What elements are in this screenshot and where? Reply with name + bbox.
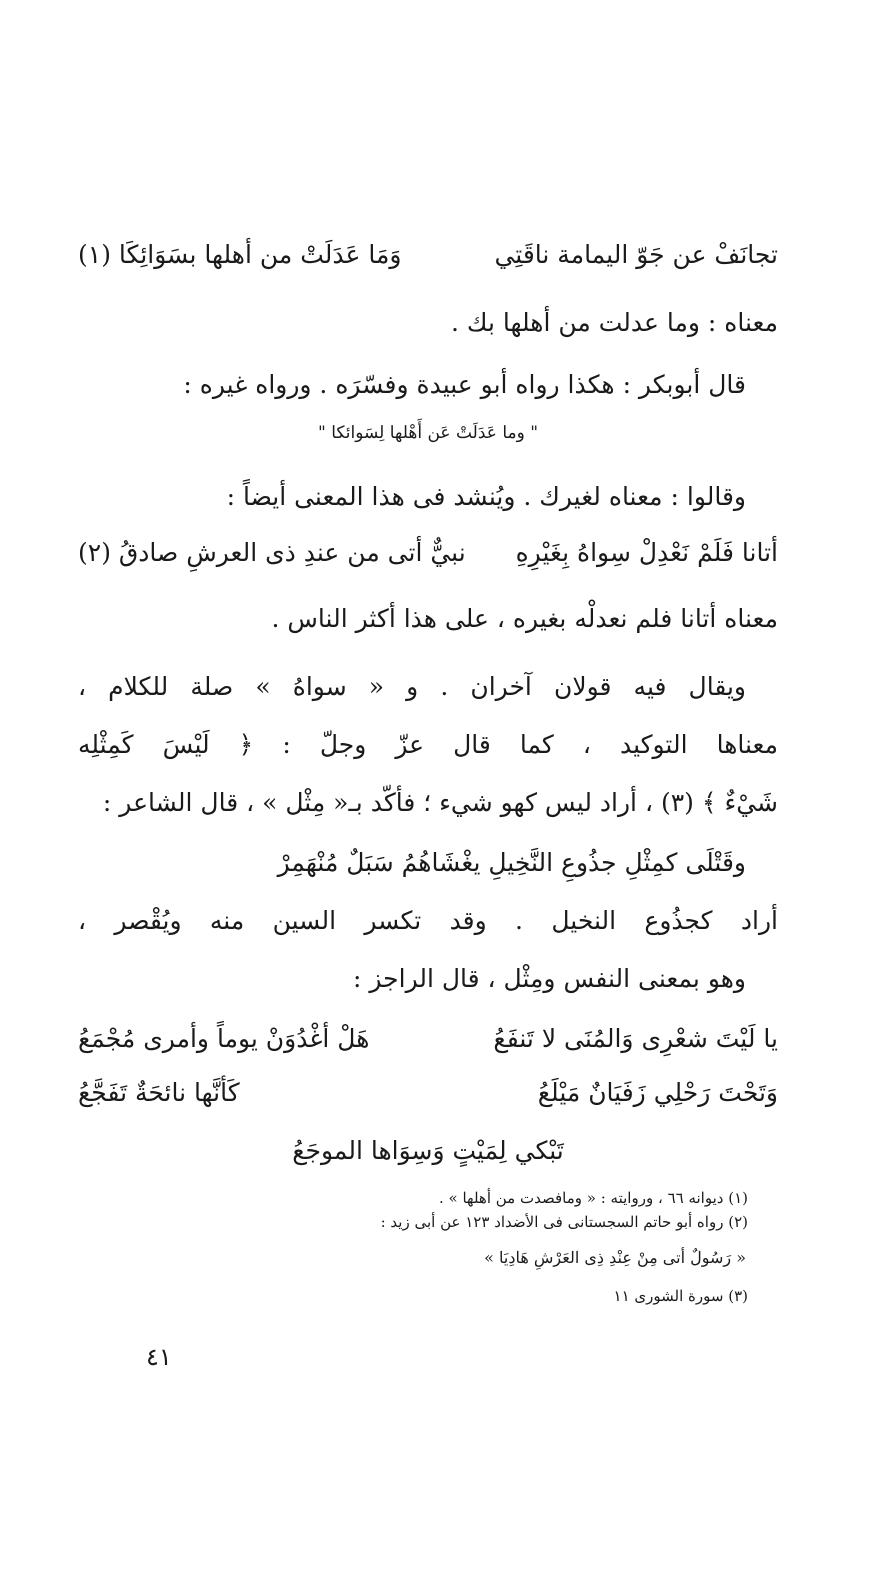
verse-hemistich: كَأنَّها نائحَةٌ تَفَجَّعُ <box>78 1078 240 1107</box>
verse-hemistich: وَتَحْتَ رَحْلِي زَفَيَانٌ مَيْلَعُ <box>537 1078 778 1107</box>
poem-line: وقَتْلَى كمِثْلِ جذُوعِ النَّخِيلِ يغْشَاهُمُ سَبَلٌ مُنْهَمِرْ <box>277 848 746 877</box>
rajaz-line-2 <box>78 1066 778 1120</box>
quoted-verse: " وما عَدَلَتْ عَن أَهْلها لِسَوائكا " <box>317 423 539 443</box>
footnote-3: (٣) سورة الشورى ١١ <box>613 1287 748 1305</box>
footnote-1: (١) ديوانه ٦٦ ، وروايته : « ومافصدت من أهلها » . <box>438 1189 748 1207</box>
footnote-verse: « رَسُولٌ أتى مِنْ عِنْدِ ذِى العَرْشِ هَادِيَا » <box>484 1248 746 1267</box>
verse-hemistich: أتانا فَلَمْ نَعْدِلْ سِواهُ بِغَيْرِهِ <box>515 538 778 567</box>
text-line: شَيْءٌ ﴾ (٣) ، أراد ليس كهو شيء ؛ فأكّد بـ« مِثْل » ، قال الشاعر : <box>102 788 778 817</box>
footnote-2: (٢) رواه أبو حاتم السجستانى فى الأضداد ١٢٣ عن أبى زيد : <box>380 1213 748 1231</box>
verse-hemistich: وَمَا عَدَلَتْ من أهلها بسَوَائِكَا (١) <box>78 240 402 269</box>
rajaz-line-1 <box>78 1012 778 1066</box>
verse-line-1 <box>78 228 778 282</box>
verse-hemistich: تجانَفْ عن جَوّ اليمامة ناقَتِي <box>494 240 778 269</box>
verse-hemistich: نبيٌّ أتى من عندِ ذى العرشِ صادقُ (٢) <box>78 538 466 567</box>
text-line: قال أبوبكر : هكذا رواه أبو عبيدة وفسّرَه . ورواه غيره : <box>183 370 746 399</box>
text-line: أراد كجذُوع النخيل . وقد تكسر السين منه ويُقْصر ، <box>78 906 778 935</box>
text-line: وقالوا : معناه لغيرك . ويُنشد فى هذا المعنى أيضاً : <box>226 482 746 511</box>
verse-line-2 <box>78 526 778 580</box>
verse-hemistich: يا لَيْتَ شعْرِى وَالمُنَى لا تَنفَعُ <box>493 1024 778 1053</box>
text-line: معناه أتانا فلم نعدلْه بغيره ، على هذا أكثر الناس . <box>271 604 778 633</box>
text-line: معناها التوكيد ، كما قال عزّ وجلّ : ﴿ لَيْسَ كَمِثْلِه <box>78 730 778 759</box>
text-line: ويقال فيه قولان آخران . و « سواهُ » صلة للكلام ، <box>78 672 746 701</box>
page-number: ٤١ <box>146 1343 172 1371</box>
rajaz-line-3: تَبْكي لِمَيْتٍ وَسِوَاها الموجَعُ <box>292 1136 564 1165</box>
verse-hemistich: هَلْ أغْدُوَنْ يوماً وأمرى مُجْمَعُ <box>78 1024 370 1053</box>
text-line: معناه : وما عدلت من أهلها بك . <box>451 308 778 337</box>
text-line: وهو بمعنى النفس ومِثْل ، قال الراجز : <box>353 964 746 993</box>
